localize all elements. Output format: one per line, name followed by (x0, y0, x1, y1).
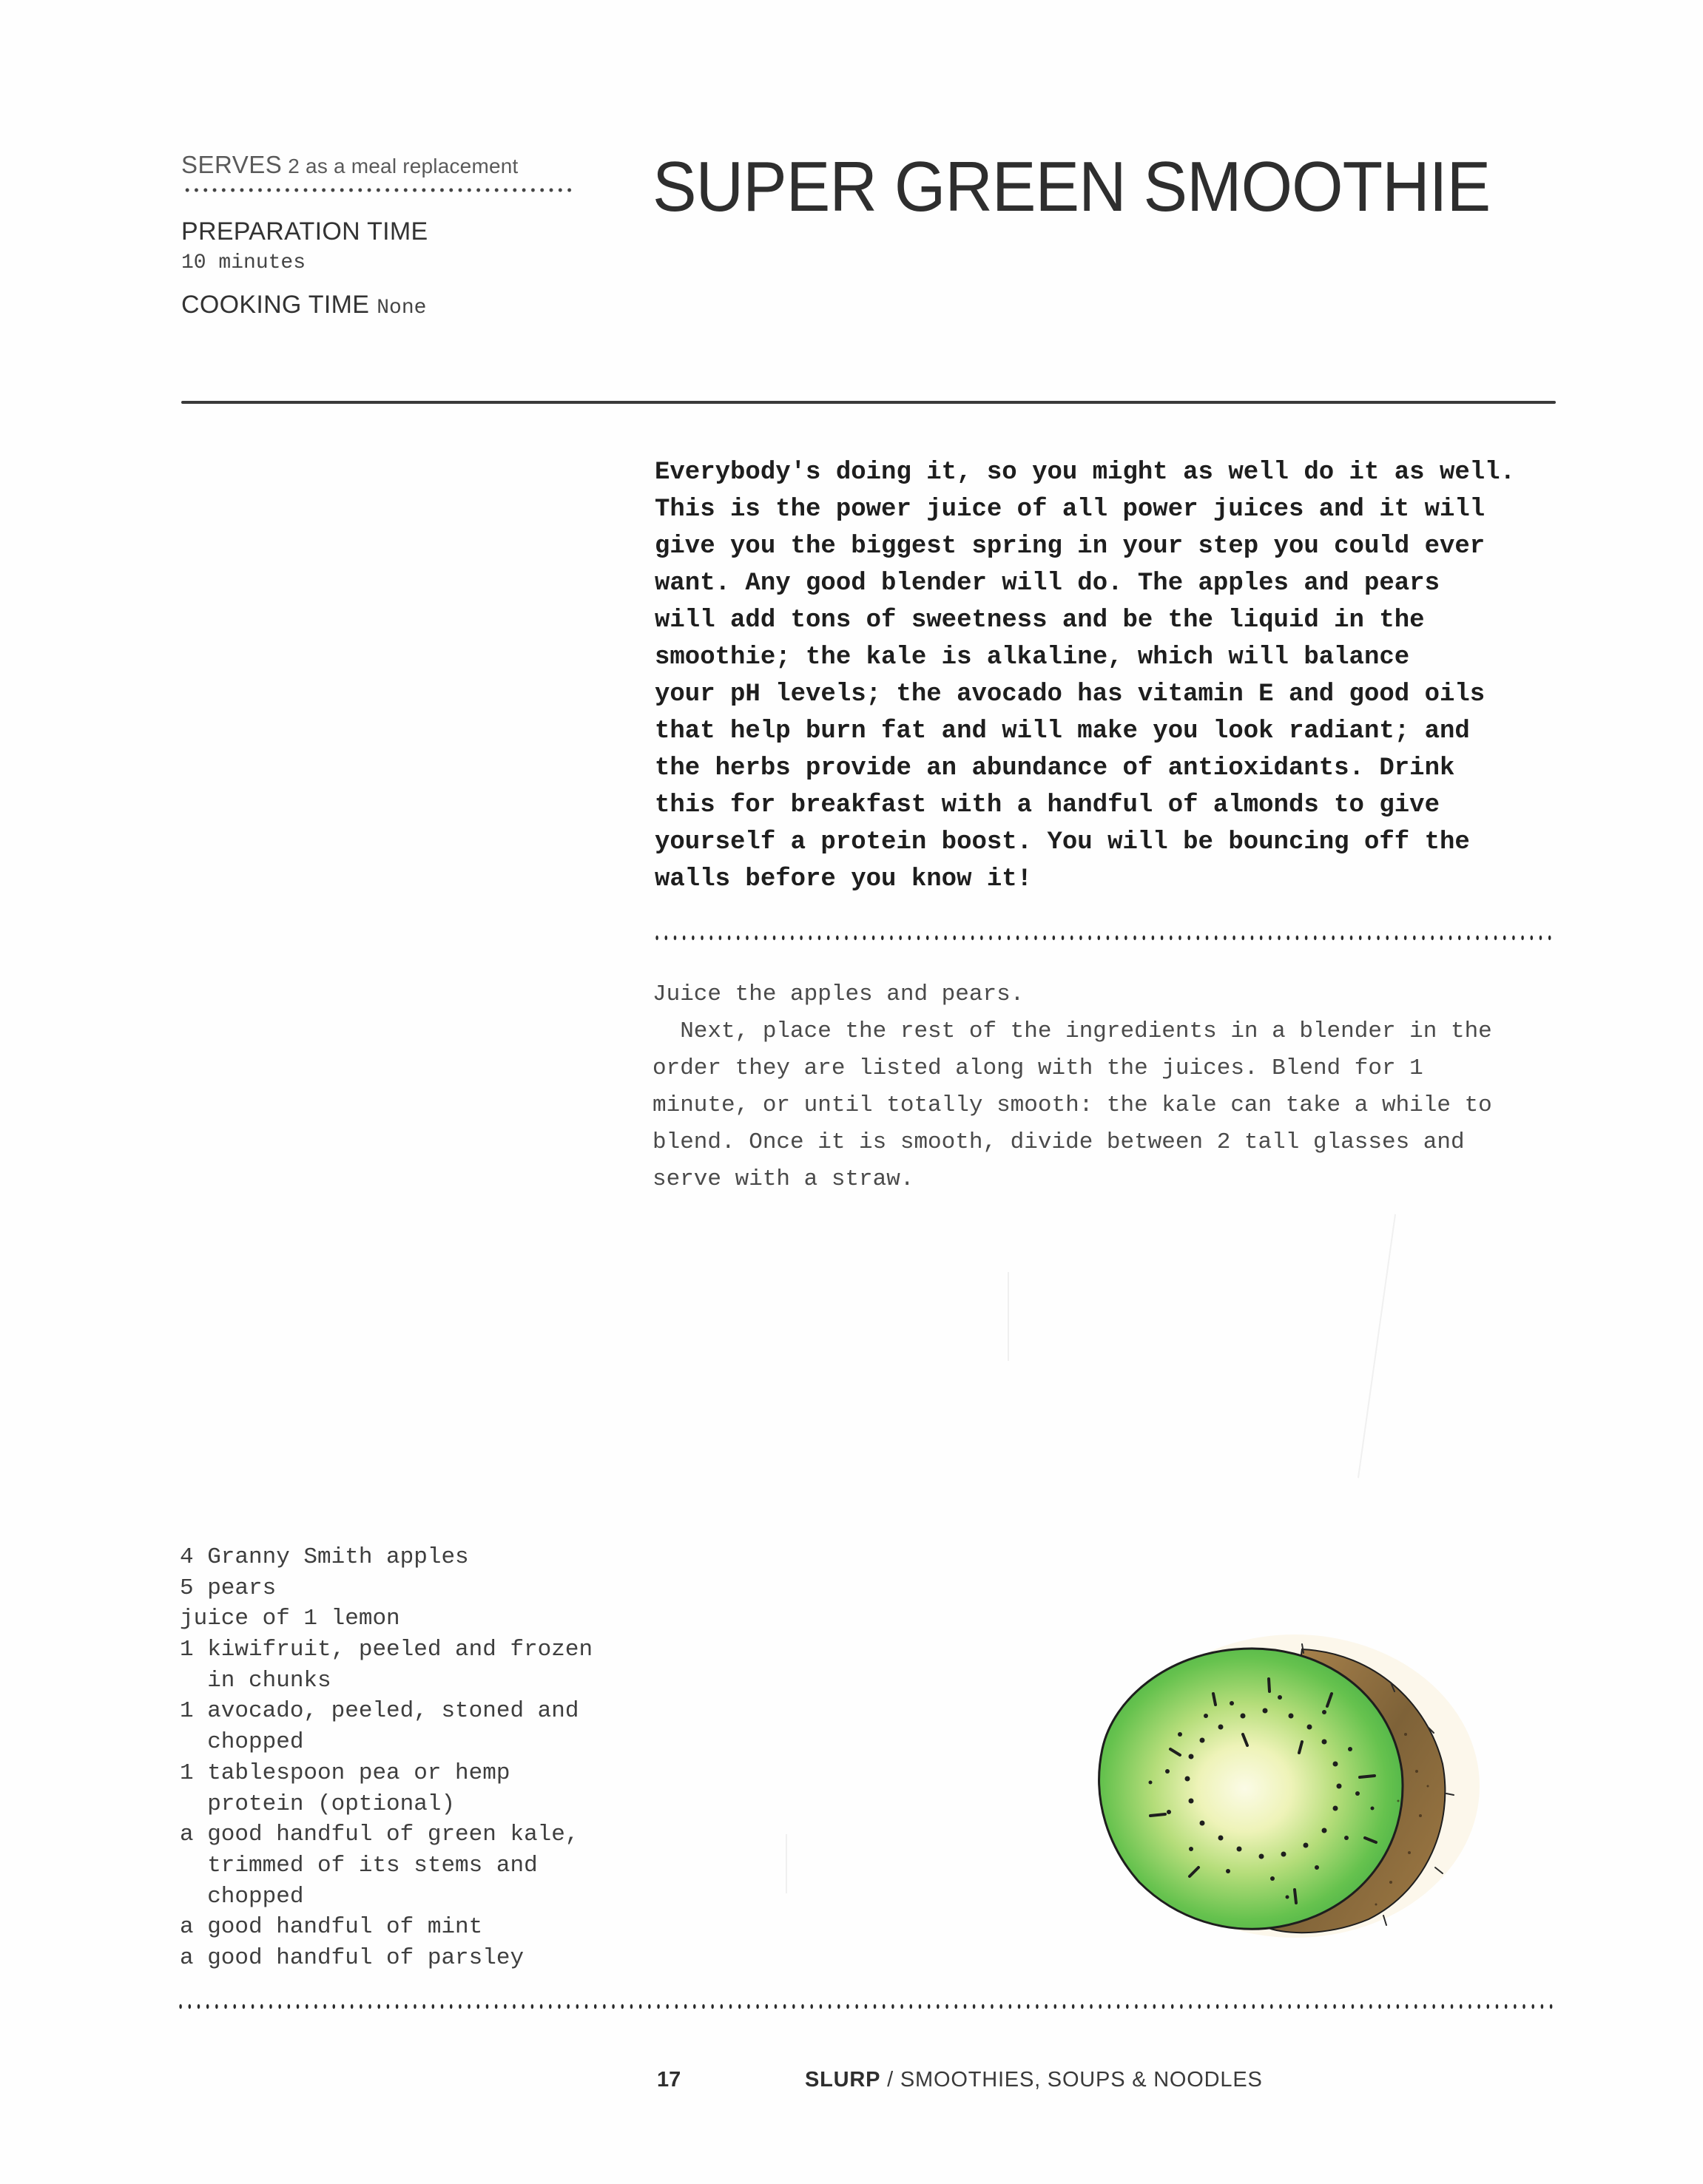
intro-line: This is the power juice of all power juices and it will (655, 496, 1486, 524)
serves-label: SERVES (181, 151, 283, 178)
ingredients-dotted-divider (176, 2004, 1554, 2009)
ingredient-item: juice of 1 lemon (180, 1606, 400, 1632)
ingredient-item: 4 Granny Smith apples (180, 1544, 469, 1570)
intro-line: give you the biggest spring in your step you could ever (655, 533, 1486, 561)
recipe-method (652, 976, 1555, 1198)
ingredient-item: chopped (180, 1883, 304, 1910)
intro-line: smoothie; the kale is alkaline, which will balance (655, 643, 1410, 672)
method-line: order they are listed along with the juices. Blend for 1 (652, 1055, 1423, 1081)
scan-artifact (1358, 1214, 1396, 1478)
intro-line: will add tons of sweetness and be the liquid in the (655, 606, 1425, 635)
preparation-time-value: 10 minutes (181, 251, 306, 274)
ingredient-item: in chunks (180, 1667, 331, 1694)
ingredient-item: a good handful of parsley (180, 1944, 525, 1971)
recipe-meta (181, 148, 577, 320)
ingredient-item: 1 avocado, peeled, stoned and (180, 1698, 579, 1725)
ingredient-item: protein (optional) (180, 1791, 456, 1817)
ingredient-item: a good handful of green kale, (180, 1822, 579, 1848)
method-line: Next, place the rest of the ingredients in a blender in the (652, 1018, 1492, 1044)
intro-dotted-divider (652, 935, 1555, 941)
serves-row (181, 148, 577, 182)
running-footer (805, 2068, 1263, 2092)
cooking-time-row (181, 291, 426, 320)
kiwi-icon (1080, 1623, 1480, 1949)
recipe-intro (655, 454, 1542, 898)
page-number: 17 (657, 2068, 681, 2092)
method-line: serve with a straw. (652, 1166, 914, 1192)
scan-artifact (786, 1834, 787, 1893)
method-line: minute, or until totally smooth: the kale can take a while to (652, 1092, 1492, 1118)
footer-separator: / (887, 2068, 894, 2092)
book-title: SLURP (805, 2068, 881, 2092)
method-line: blend. Once it is smooth, divide between 2 tall glasses and (652, 1129, 1465, 1155)
intro-line: want. Any good blender will do. The apples and pears (655, 569, 1440, 598)
intro-line: this for breakfast with a handful of almonds to give (655, 791, 1440, 819)
cooking-time-value: None (377, 297, 427, 320)
intro-line: your pH levels; the avocado has vitamin E and good oils (655, 680, 1486, 709)
chapter-title: SMOOTHIES, SOUPS & NOODLES (900, 2068, 1263, 2092)
intro-line: the herbs provide an abundance of antioxidants. Drink (655, 754, 1455, 782)
scan-artifact (1008, 1272, 1009, 1361)
page-footer (0, 2068, 1703, 2097)
intro-line: Everybody's doing it, so you might as well do it as well. (655, 459, 1515, 487)
header-rule (181, 401, 1556, 404)
ingredient-item: 1 tablespoon pea or hemp (180, 1759, 510, 1786)
ingredient-item: a good handful of mint (180, 1914, 483, 1941)
recipe-title: SUPER GREEN SMOOTHIE (652, 147, 1491, 226)
intro-line: that help burn fat and will make you look radiant; and (655, 717, 1470, 746)
ingredient-item: 5 pears (180, 1575, 277, 1601)
ingredients-list (180, 1542, 594, 1974)
ingredient-item: 1 kiwifruit, peeled and frozen (180, 1637, 593, 1663)
intro-line: walls before you know it! (655, 865, 1033, 893)
ingredient-item: chopped (180, 1729, 304, 1756)
ingredient-item: trimmed of its stems and (180, 1852, 538, 1879)
kiwi-slice-illustration (1080, 1623, 1480, 1949)
dotted-divider (183, 188, 576, 192)
serves-value: 2 as a meal replacement (288, 155, 519, 178)
cooking-time-label: COOKING TIME (181, 291, 370, 319)
preparation-time-label: PREPARATION TIME (181, 217, 428, 246)
intro-line: yourself a protein boost. You will be bouncing off the (655, 828, 1470, 856)
method-line: Juice the apples and pears. (652, 981, 1025, 1007)
